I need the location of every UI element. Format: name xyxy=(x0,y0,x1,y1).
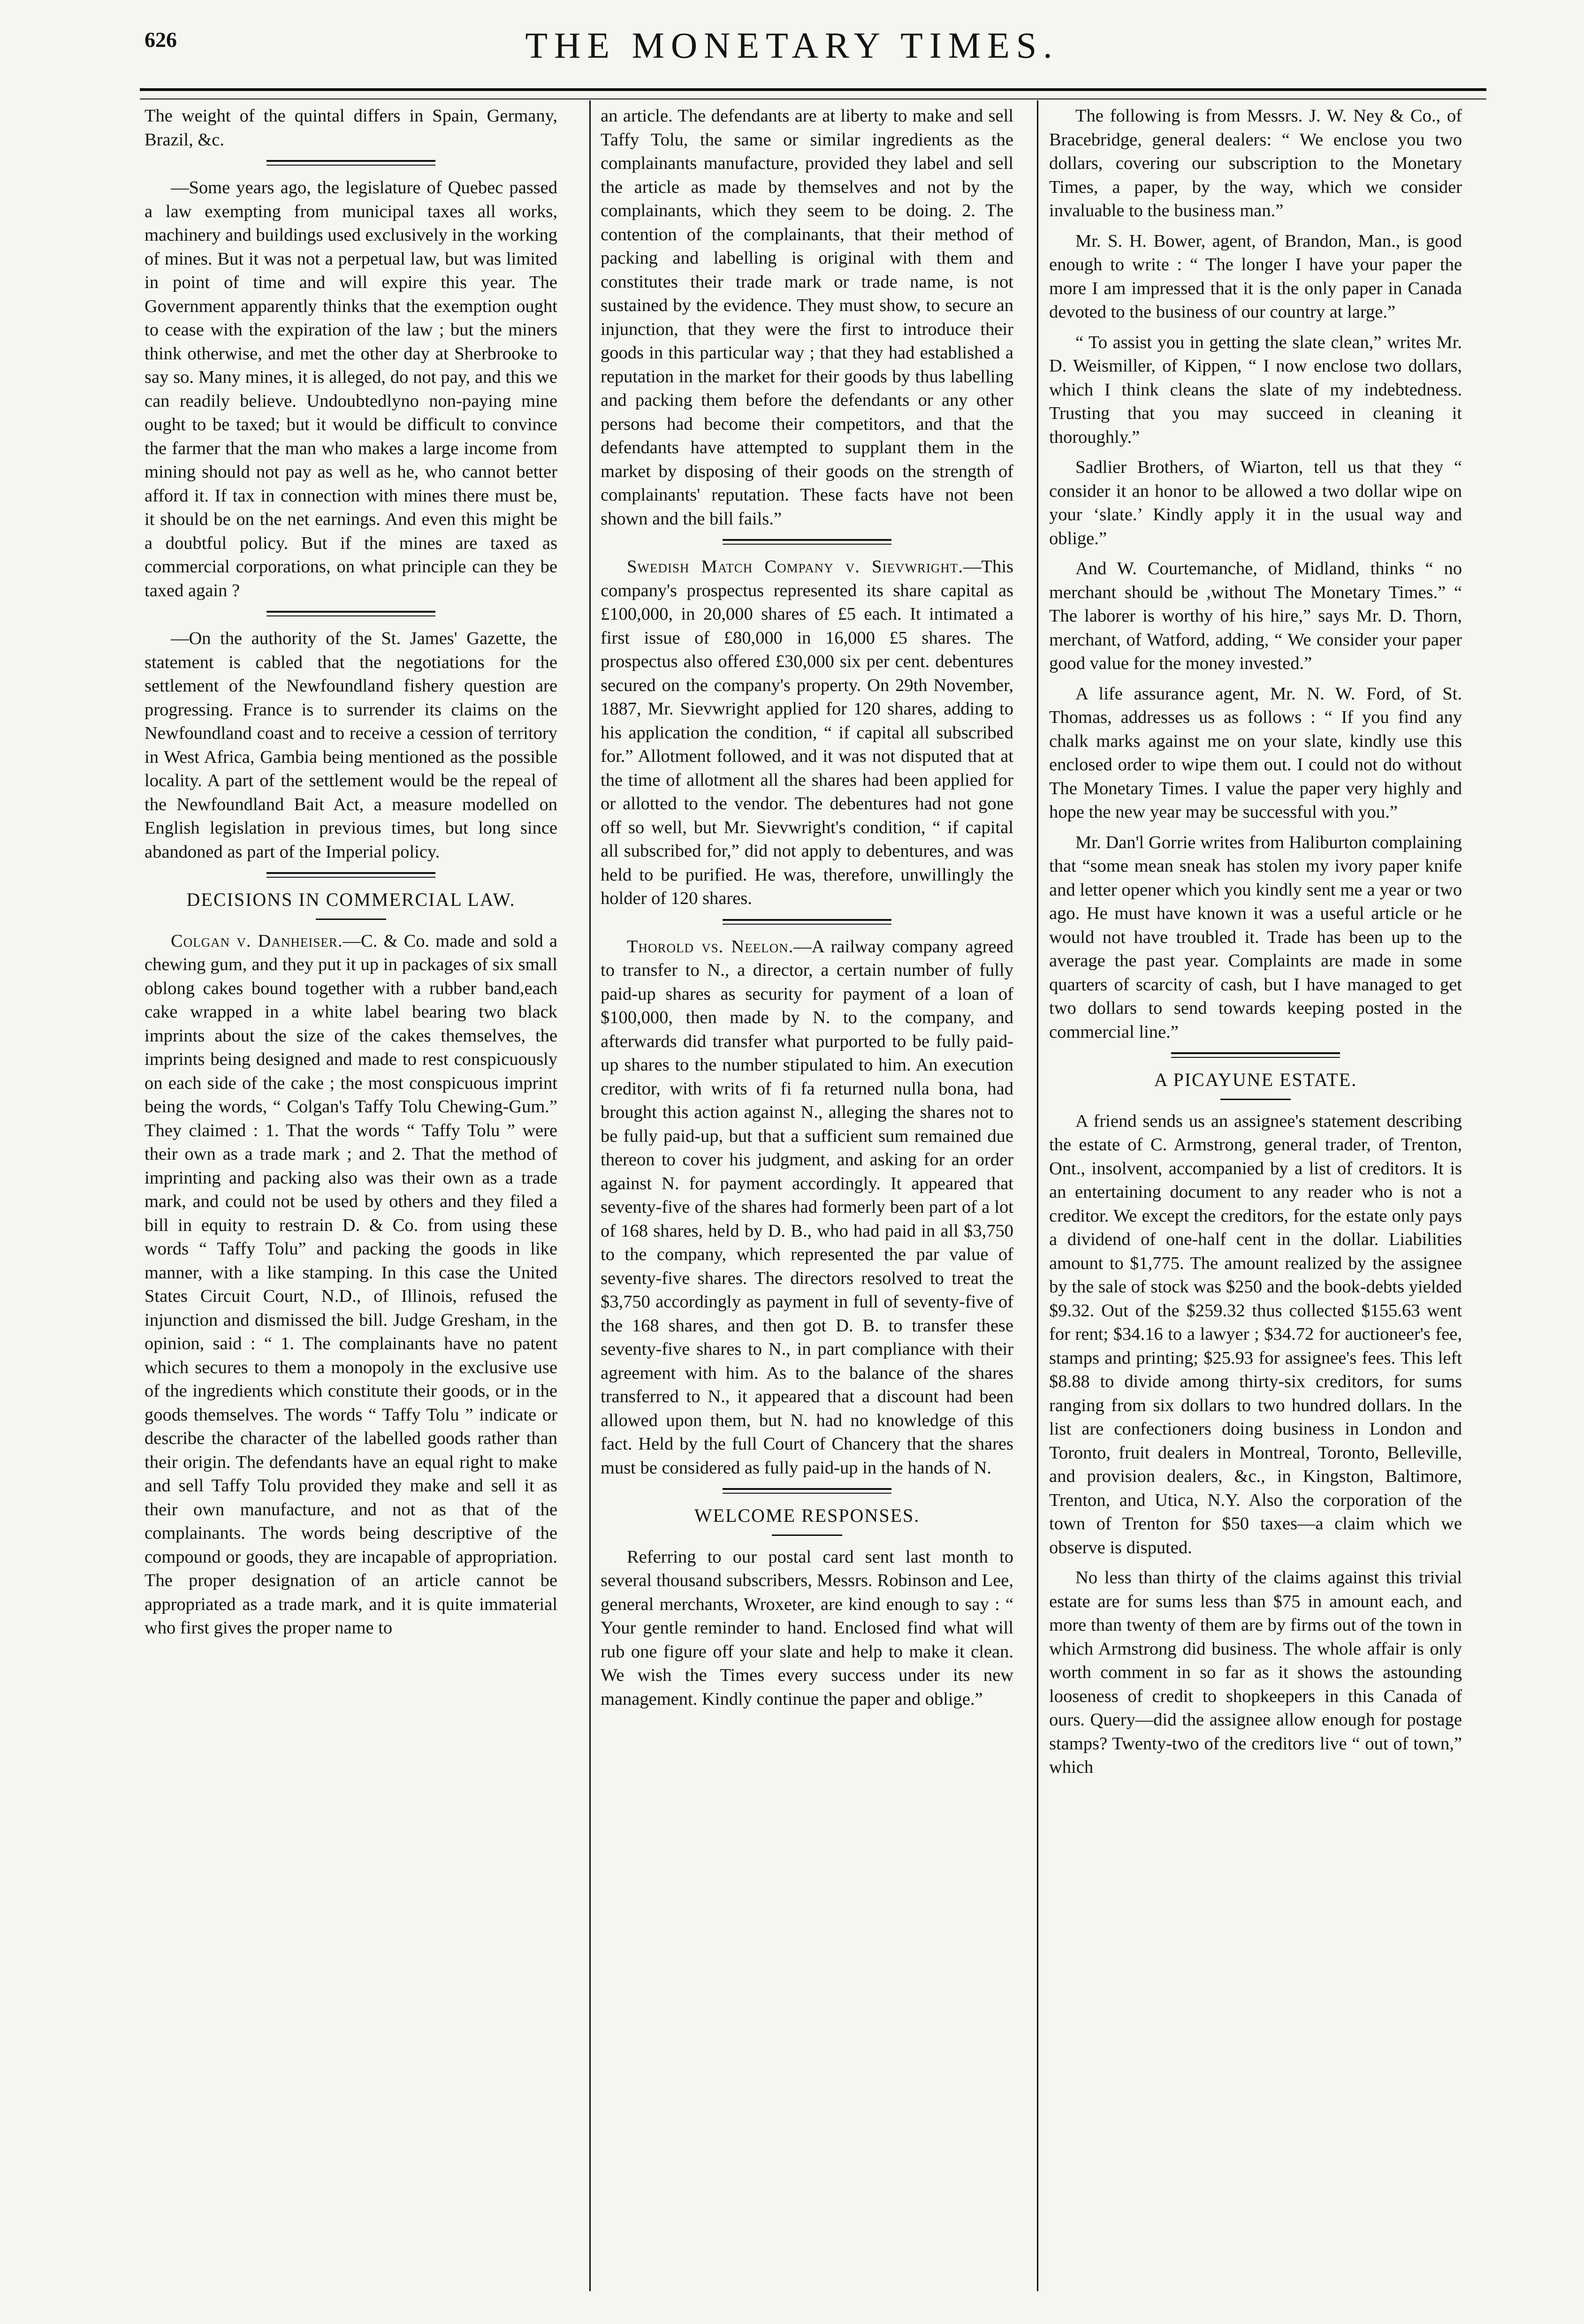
welcome-ney: The following is from Messrs. J. W. Ney & Co., of Bracebridge, general dealers: “ We enclose you two dollars, covering our subscription to the Monetary Times, a paper, by the way, which we consider invaluable to the business man.” xyxy=(1049,106,1462,220)
case-title: Thorold vs. Neelon. xyxy=(627,936,794,957)
separator-rule xyxy=(267,160,435,166)
masthead-title: THE MONETARY TIMES. xyxy=(525,25,1059,66)
welcome-courtemanche: And W. Courtemanche, of Midland, thinks “ no merchant should be ,without The Monetary Times.” “ The laborer is worthy of his hire,” says Mr. D. Thorn, merchant, of Watford, adding, “ We consider your paper good value for the money invested.” xyxy=(1049,559,1462,673)
welcome-robinson-lee: Referring to our postal card sent last month to several thousand subscribers, Messrs. Robinson and Lee, general merchants, Wroxeter, are kind enough to say : “ Your gentle reminder to hand. Enclosed find what will rub one figure off your slate and help to make it clean. We wish the Times every success under its new management. Kindly continue the paper and oblige.” xyxy=(601,1547,1013,1709)
separator-rule xyxy=(723,1488,891,1494)
case-body: —A railway company agreed to transfer to N., a director, a certain number of fully paid-up shares as security for payment of a loan of $100,000, then made by N. to the company, and afterwards did transfer what purported to be fully paid-up shares to the number stipulated to him. An execution creditor, with writs of fi fa returned nulla bona, had brought this action against N., alleging the shares not to be fully paid-up, but that a sufficient sum remained due thereon to cover his judgment, and asking for an order against N. for payment accordingly. It appeared that seventy-five of the shares had formerly been part of a lot of 168 shares, held by D. B., who had paid in all $3,750 to the company, which represented the par value of seventy-five shares. The directors resolved to treat the $3,750 accordingly as payment in full of seventy-five of the 168 shares, and then got D. B. to transfer these seventy-five shares to N., in part compliance with their agreement with him. As to the balance of the shares transferred to N., it appeared that a discount had been allowed upon them, but N. had no knowledge of this fact. Held by the full Court of Chancery that the shares must be considered as fully paid-up in the hands of N. xyxy=(601,936,1013,1478)
separator-rule xyxy=(772,1534,842,1536)
separator-rule xyxy=(316,919,386,920)
separator-rule xyxy=(723,539,891,545)
section-title-welcome: WELCOME RESPONSES. xyxy=(694,1505,920,1526)
column-divider-1 xyxy=(589,100,591,2291)
article-newfoundland: —On the authority of the St. James' Gazette, the statement is cabled that the negotiations for the settlement of the Newfoundland fishery question are progressing. France is to surrender its claims on the Newfoundland coast and to receive a cession of territory in West Africa, Gambia being mentioned as the possible locality. A part of the settlement would be the repeal of the Newfoundland Bait Act, a measure modelled on English legislation in previous times, but long since abandoned as part of the Imperial policy. xyxy=(145,629,557,862)
case-thorold xyxy=(601,935,1013,1480)
separator-rule xyxy=(267,872,435,878)
column-divider-2 xyxy=(1037,100,1038,2291)
case-title: Swedish Match Company v. Sievwright. xyxy=(627,557,964,577)
case-body: —C. & Co. made and sold a chewing gum, and they put it up in packages of six small oblong cakes bound together with a rubber band,each cake wrapped in a white label bearing two black imprints about the size of the cakes themselves, the imprints being designed and made to rest conspicuously on each side of the cake ; the most conspicuous imprint being the words, “ Colgan's Taffy Tolu Chewing-Gum.” They claimed : 1. That the words “ Taffy Tolu ” were their own as a trade mark ; and 2. That the method of imprinting and packing also was their own as a trade mark, and could not be used by others and they filed a bill in equity to restrain D. & Co. from using these words “ Taffy Tolu” and packing the goods in like manner, with a like stamping. In this case the United States Circuit Court, N.D., of Illinois, refused the injunction and dismissed the bill. Judge Gresham, in the opinion, said : “ 1. The complainants have no patent which secures to them a monopoly in the exclusive use of the ingredients which constitute their goods, or in the goods themselves. The words “ Taffy Tolu ” indicate or describe the character of the labelled goods rather than their origin. The defendants have an equal right to make and sell Taffy Tolu provided they make and sell it as their own manufacture, and not as that of the complainants. The words being descriptive of the compound or goods, they are incapable of appropriation. The proper designation of an article cannot be appropriated as a trade mark, and it is quite immaterial who first gives the proper name to xyxy=(145,931,557,1638)
welcome-bower: Mr. S. H. Bower, agent, of Brandon, Man., is good enough to write : “ The longer I have your paper the more I am impressed that it is the only paper in Canada devoted to the business of our country at large.” xyxy=(1049,231,1462,322)
welcome-weismiller: “ To assist you in getting the slate clean,” writes Mr. D. Weismiller, of Kippen, “ I now enclose two dollars, which I think cleans the slate of my indebtedness. Trusting that you may succeed in cleaning it thoroughly.” xyxy=(1049,332,1462,447)
separator-rule xyxy=(723,919,891,925)
welcome-ford: A life assurance agent, Mr. N. W. Ford, of St. Thomas, addresses us as follows : “ If you find any chalk marks against me on your slate, kindly use this enclosed order to wipe them out. I could not do without The Monetary Times. I value the paper very highly and hope the new year may be successful with you.” xyxy=(1049,684,1462,822)
case-colgan-continued: an article. The defendants are at liberty to make and sell Taffy Tolu, the same or similar ingredients as the complainants manufacture, provided they label and sell the article as made by themselves and not by the complainants, which they seem to be doing. 2. The contention of the complainants, that their method of packing and labelling is original with them and constitutes their trade mark or trade name, is not sustained by the evidence. They must show, to secure an injunction, that they were the first to introduce their goods in this particular way ; that they had established a reputation in the market for their goods by thus labelling and packing them before the defendants or any other persons had become their competitors, and that the defendants have attempted to supplant them in the market by disposing of their goods on the strength of complainants' reputation. These facts have not been shown and the bill fails.” xyxy=(601,106,1013,529)
separator-rule xyxy=(1220,1099,1291,1100)
article-paragraph: The weight of the quintal differs in Spain, Germany, Brazil, &c. xyxy=(145,106,557,150)
article-quebec-mines: —Some years ago, the legislature of Quebec passed a law exempting from municipal taxes all works, machinery and buildings used exclusively in the working of mines. But it was not a perpetual law, but was limited in point of time and will expire this year. The Government apparently thinks that the exemption ought to cease with the expiration of the law ; but the miners think otherwise, and met the other day at Sherbrooke to say so. Many mines, it is alleged, do not pay, and this we can readily believe. Undoubtedlyno non-paying mine ought to be taxed; but it would be difficult to convince the farmer that the man who makes a large income from mining should not pay as well as he, who cannot better afford it. If tax in connection with mines there must be, it should be on the net earnings. And even this might be a doubtful policy. But if the mines are taxed as commercial corporations, on what principle can they be taxed again ? xyxy=(145,178,557,600)
section-title-decisions: DECISIONS IN COMMERCIAL LAW. xyxy=(186,889,516,910)
page-number: 626 xyxy=(145,28,177,52)
case-body: —This company's prospectus represented its share capital as £100,000, in 20,000 shares of £5 each. It intimated a first issue of £80,000 in 16,000 £5 shares. The prospectus also offered £30,000 six per cent. debentures secured on the company's property. On 29th November, 1887, Mr. Sievwright applied for 120 shares, adding to his application the condition, “ if capital all subscribed for.” Allotment followed, and it was not disputed that at the time of allotment all the shares had been applied for or allotted to the vendor. The debentures had not gone off so well, but Mr. Sievwright's condition, “ if capital all subscribed for,” did not apply to debentures, and was held to be purified. He was, therefore, unwillingly the holder of 120 shares. xyxy=(601,557,1013,908)
welcome-gorrie: Mr. Dan'l Gorrie writes from Haliburton complaining that “some mean sneak has stolen my ivory paper knife and letter opener which you kindly sent me a year or two ago. He must have known it was a useful article or he would not have troubled it. Trade has been up to the average the past year. Complaints are made in some quarters of scarcity of cash, but I have managed to get two dollars to send towards keeping posted in the commercial line.” xyxy=(1049,832,1462,1042)
header-rule-thick xyxy=(140,88,1486,91)
separator-rule xyxy=(267,611,435,616)
welcome-sadlier: Sadlier Brothers, of Wiarton, tell us that they “ consider it an honor to be allowed a two dollar wipe on your ‘slate.’ Kindly apply it in the usual way and oblige.” xyxy=(1049,457,1462,548)
column-1 xyxy=(145,104,557,2290)
picayune-paragraph-1: A friend sends us an assignee's statement describing the estate of C. Armstrong, general trader, of Trenton, Ont., insolvent, accompanied by a list of creditors. It is an entertaining document to any reader who is not a creditor. We except the creditors, for the estate only pays a dividend of one-half cent in the dollar. Liabilities amount to $1,775. The amount realized by the assignee by the sale of stock was $250 and the book-debts yielded $9.32. Out of the $259.32 thus collected $155.63 went for rent; $34.16 to a lawyer ; $34.72 for auctioneer's fee, stamps and printing; $25.93 for assignee's fees. This left $8.88 to divide among thirty-six creditors, for sums ranging from six dollars to two hundred dollars. In the list are confectioners doing business in London and Toronto, fruit dealers in Montreal, Toronto, Belleville, and provision dealers, &c., in Kingston, Baltimore, Trenton, and Utica, N.Y. Also the corporation of the town of Trenton for $50 taxes—a claim which we observe is disputed. xyxy=(1049,1111,1462,1557)
case-colgan xyxy=(145,929,557,1640)
section-title-picayune: A PICAYUNE ESTATE. xyxy=(1154,1069,1357,1090)
column-2 xyxy=(601,104,1013,2290)
column-3 xyxy=(1049,104,1462,2290)
separator-rule xyxy=(1171,1052,1340,1058)
picayune-paragraph-2: No less than thirty of the claims against this trivial estate are for sums less than $75 in amount each, and more than twenty of them are by firms out of the town in which Armstrong did business. The whole affair is only worth comment in so far as it shows the astounding looseness of credit to shopkeepers in this Canada of ours. Query—did the assignee allow enough for postage stamps? Twenty-two of the creditors live “ out of town,” which xyxy=(1049,1568,1462,1777)
case-swedish-match xyxy=(601,555,1013,911)
case-title: Colgan v. Danheiser. xyxy=(171,931,343,951)
